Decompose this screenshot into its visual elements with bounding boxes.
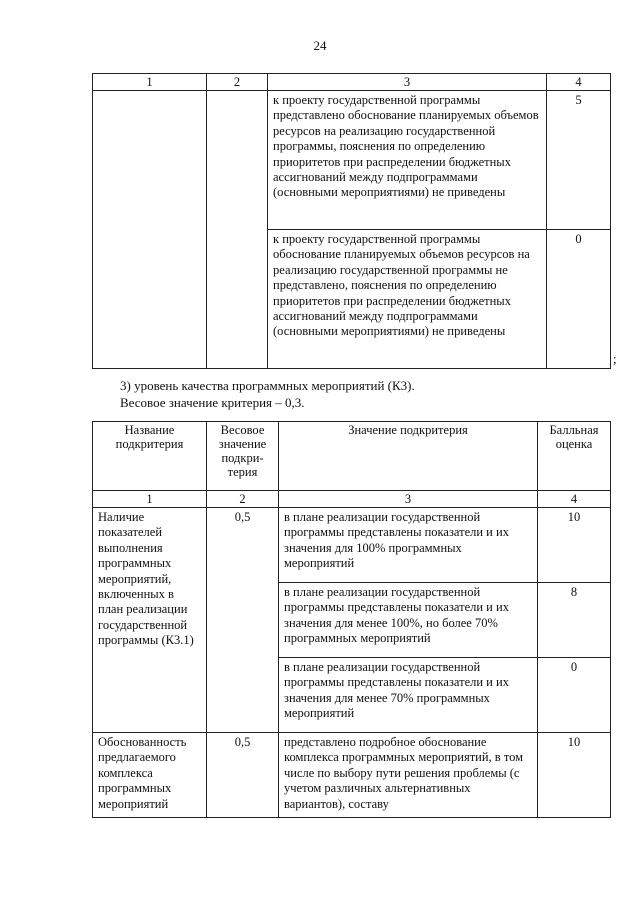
section-title: 3) уровень качества программных мероприятий (К3). <box>120 378 415 393</box>
score-cell: 8 <box>538 583 611 658</box>
header-cell: 4 <box>547 74 611 91</box>
subcriterion-value: в плане реализации государственной программы представлены показатели и их значения для менее 70% программных мероприятий <box>279 658 538 733</box>
score-cell: 5 <box>547 91 611 230</box>
score-cell: 0 <box>538 658 611 733</box>
subcriterion-name: Обоснованность предлагаемого комплекса программных мероприятий <box>93 733 207 818</box>
criteria-table-continued <box>92 73 611 369</box>
criterion-value-text: к проекту государственной программы обоснование планируемых объемов ресурсов на реализацию государственной программы не представлено, пояснения по определению приоритетов при распределении бюджетных ассигнований между подпрограммами (основными мероприятиями) не приведены <box>268 230 547 369</box>
weight-text: Весовое значение критерия – 0,3. <box>120 395 305 410</box>
continuation-mark: ; <box>613 351 617 366</box>
empty-cell <box>93 91 207 369</box>
header-value: Значение подкритерия <box>279 422 538 491</box>
header-weight: Весовое значение подкри-терия <box>207 422 279 491</box>
header-cell: 2 <box>207 74 268 91</box>
subcriterion-weight: 0,5 <box>207 733 279 818</box>
header-score: Балльная оценка <box>538 422 611 491</box>
column-number: 1 <box>93 491 207 508</box>
empty-cell <box>207 91 268 369</box>
header-name: Название подкритерия <box>93 422 207 491</box>
score-cell: 10 <box>538 733 611 818</box>
subcriterion-value: в плане реализации государственной программы представлены показатели и их значения для менее 100%, но более 70% программных мероприятий <box>279 583 538 658</box>
table-row <box>93 733 611 818</box>
subcriterion-value: представлено подробное обоснование комплекса программных мероприятий, в том числе по выбору пути решения проблемы (с учетом различных альтернативных вариантов), составу <box>279 733 538 818</box>
criterion-value-text: к проекту государственной программы представлено обоснование планируемых объемов ресурсов на реализацию государственной программы, пояснения по определению приоритетов при распределении бюджетных ассигнований между подпрограммами (основными мероприятиями) не приведены <box>268 91 547 230</box>
table-header-row <box>93 74 611 91</box>
subcriterion-weight: 0,5 <box>207 508 279 733</box>
column-number: 3 <box>279 491 538 508</box>
score-cell: 10 <box>538 508 611 583</box>
table-row <box>93 508 611 583</box>
page-number: 24 <box>313 38 327 53</box>
table-header-row <box>93 422 611 491</box>
header-cell: 3 <box>268 74 547 91</box>
header-cell: 1 <box>93 74 207 91</box>
subcriterion-value: в плане реализации государственной программы представлены показатели и их значения для 100% программных мероприятий <box>279 508 538 583</box>
table-row <box>93 91 611 230</box>
column-number: 2 <box>207 491 279 508</box>
quality-criteria-table <box>92 421 611 818</box>
column-number: 4 <box>538 491 611 508</box>
score-cell: 0 <box>547 230 611 369</box>
column-number-row <box>93 491 611 508</box>
subcriterion-name: Наличие показателей выполнения программных мероприятий, включенных в план реализации государственной программы (К3.1) <box>93 508 207 733</box>
